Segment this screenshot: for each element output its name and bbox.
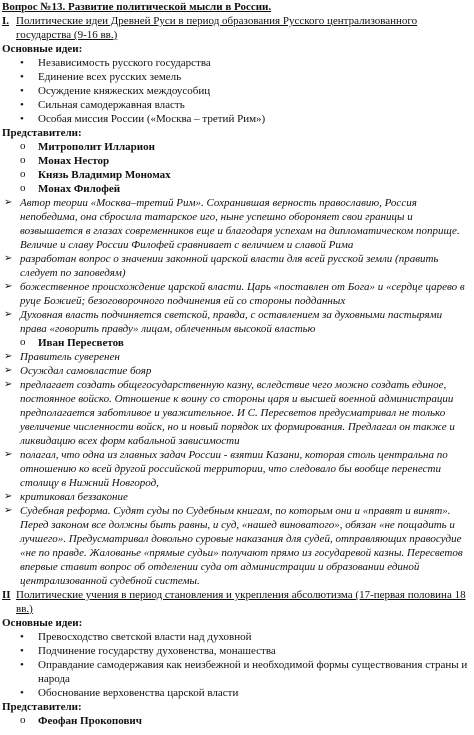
peresvetov-notes xyxy=(2,350,470,588)
representatives-heading: Представители: xyxy=(2,127,82,139)
arrow-bullet-icon: ➢ xyxy=(4,197,13,208)
note-paragraph: ➢ Автор теории «Москва–третий Рим». Сохранившая верность православию, Россия непобедима, она сбросила татарское иго, ныне успешно обороняет свои границы и возвышается в глазах современников еще и благодаря успехам на дипломатическом поприще. Величие и славу России Филофей сравнивает с величием и славой Рима xyxy=(4,197,460,251)
note-paragraph: ➢ Судебная реформа. Судят суды по Судебным книгам, по которым они и «правят и винят». Перед законом все должны быть равны, и суд, «нашед виноватого», обязан «не пощадить и лучшего». Предусматривал довольно суровые наказания для судей, отправляющих правосудие «не по правде. Жалованье «прямые судьи» получают прямо из государевой казны. Пересветов впервые ставит вопрос об отделении суда от администрации и образовании единой централизованной судебной системы. xyxy=(4,505,463,587)
arrow-bullet-icon: ➢ xyxy=(4,449,13,460)
representatives-heading: Представители: xyxy=(2,701,82,713)
note-paragraph: ➢ Осуждал самовластие бояр xyxy=(4,365,152,377)
representatives-list xyxy=(2,140,470,196)
list-item: • Подчинение государству духовенства, монашества xyxy=(38,644,470,658)
main-ideas-heading: Основные идеи: xyxy=(2,43,83,55)
arrow-bullet-icon: ➢ xyxy=(4,281,13,292)
list-item: • Превосходство светской власти над духовной xyxy=(38,630,470,644)
note-paragraph: ➢ предлагает создать общегосударственную казну, вследствие чего можно создать единое, постоянное войско. Отношение к воину со стороны царя и высшей военной администрации предполагается заботливое и уважительное. И С. Пересветов предусматривал не только увеличение численности войск, но и новый порядок их формирования. Предлагал он также и ликвидацию всех форм кабальной зависимости xyxy=(4,379,455,447)
section-heading-2 xyxy=(2,588,470,616)
list-item: • Независимость русского государства xyxy=(38,56,470,70)
filofey-notes xyxy=(2,196,470,336)
note-paragraph: ➢ полагал, что одна из главных задач России - взятии Казани, которая столь центральна по отношению ко всей другой российской территории, что следовало бы вообще перенести столицу в Нижний Новгород, xyxy=(4,449,448,489)
main-ideas-list xyxy=(2,630,470,700)
list-item: • Обоснование верховенства царской власти xyxy=(38,686,470,700)
representative-item: o Монах Нестор xyxy=(38,154,470,168)
representative-item: o Митрополит Илларион xyxy=(38,140,470,154)
representative-item: o Феофан Прокопович xyxy=(38,714,470,728)
section-number: I. xyxy=(2,15,10,27)
arrow-bullet-icon: ➢ xyxy=(4,365,13,376)
main-ideas-heading: Основные идеи: xyxy=(2,617,83,629)
representative-peresvetov: o Иван Пересветов xyxy=(2,336,470,350)
arrow-bullet-icon: ➢ xyxy=(4,505,13,516)
note-paragraph: ➢ божественное происхождение царской власти. Царь «поставлен от Бога» и «сердце царево в руце Божией; безоговорочного подчинения ей со стороны подданных xyxy=(4,281,465,307)
representatives-list xyxy=(2,714,470,728)
main-ideas-list xyxy=(2,56,470,126)
arrow-bullet-icon: ➢ xyxy=(4,309,13,320)
list-item: • Особая миссия России («Москва – третий Рим») xyxy=(38,112,470,126)
arrow-bullet-icon: ➢ xyxy=(4,379,13,390)
arrow-bullet-icon: ➢ xyxy=(4,351,13,362)
list-item: • Единение всех русских земель xyxy=(38,70,470,84)
note-paragraph: ➢ критиковал беззаконие xyxy=(4,491,128,503)
arrow-bullet-icon: ➢ xyxy=(4,253,13,264)
section-number: II xyxy=(2,589,11,601)
section-title: Политические учения в период становления и укрепления абсолютизма (17-первая половина 18 вв.) xyxy=(16,589,466,615)
note-paragraph: ➢ разработан вопрос о значении законной царской власти для всей русской земли (править следует по заповедям) xyxy=(4,253,439,279)
list-item: • Сильная самодержавная власть xyxy=(38,98,470,112)
document-title: Вопрос №13. Развитие политической мысли в России. xyxy=(2,1,272,13)
note-paragraph: ➢ Духовная власть подчиняется светской, правда, с оставлением за духовными пастырями права «говорить правду» лицам, облеченным высокой властью xyxy=(4,309,443,335)
list-item: • Оправдание самодержавия как неизбежной и необходимой формы существования страны и народа xyxy=(38,658,470,686)
section-heading-1 xyxy=(2,14,470,42)
list-item: • Осуждение княжеских междоусобиц xyxy=(38,84,470,98)
note-paragraph: ➢ Правитель суверенен xyxy=(4,351,120,363)
arrow-bullet-icon: ➢ xyxy=(4,491,13,502)
representative-item: o Князь Владимир Мономах xyxy=(38,168,470,182)
representative-item: o Монах Филофей xyxy=(38,182,470,196)
section-title: Политические идеи Древней Руси в период образования Русского централизованного государства (9-16 вв.) xyxy=(16,15,418,41)
